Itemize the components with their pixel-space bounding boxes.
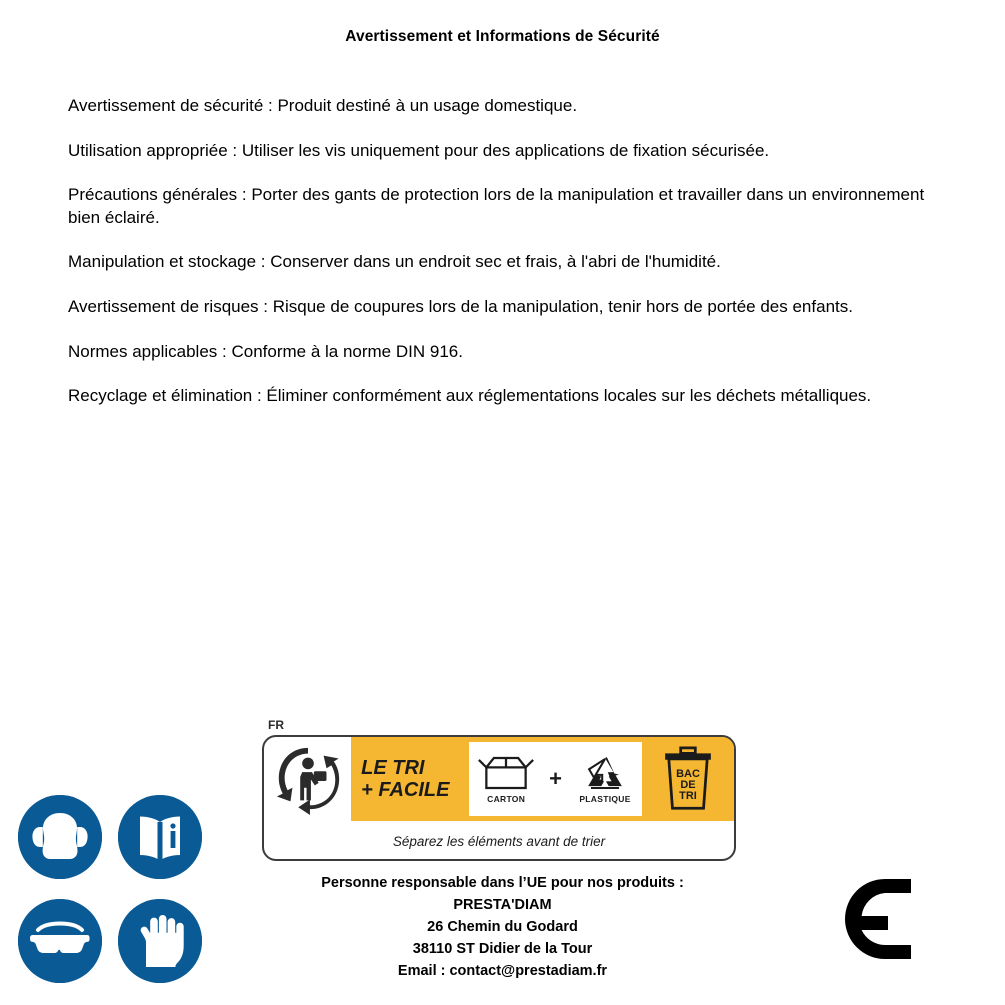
page-title: Avertissement et Informations de Sécurité: [345, 28, 660, 45]
safety-information-body: [68, 78, 936, 408]
recycling-banner: [262, 718, 732, 858]
plastique-item: [568, 754, 642, 804]
paragraph: Recyclage et élimination : Éliminer conformément aux réglementations locales sur les déchets métalliques.: [68, 386, 872, 406]
paragraph: Manipulation et stockage : Conserver dans un endroit sec et frais, à l'abri de l'humidité.: [68, 252, 721, 272]
sorting-bin-icon: [642, 737, 734, 821]
carton-label: CARTON: [487, 794, 526, 804]
read-instructions-icon: [118, 795, 202, 879]
plus-separator: +: [549, 766, 562, 791]
responsible-suffix: pour nos produits :: [546, 875, 684, 891]
company-city: 38110 ST Didier de la Tour: [412, 941, 593, 958]
ear-protection-icon: [18, 795, 102, 879]
ce-mark-icon: [793, 871, 943, 967]
paragraph: Avertissement de sécurité : Produit destiné à un usage domestique.: [68, 96, 578, 115]
company-street: 26 Chemin du Godard: [427, 919, 578, 936]
responsible-prefix: Personne responsable dans l’: [321, 875, 527, 891]
responsible-region: UE: [526, 875, 547, 891]
svg-text:BAC: BAC: [676, 768, 700, 781]
paragraph: Utilisation appropriée : Utiliser les vis uniquement pour des applications de fixation sécurisée.: [68, 140, 770, 160]
sorting-person-icon: [264, 737, 351, 821]
carton-item: [469, 754, 543, 804]
plastique-label: PLASTIQUE: [579, 794, 631, 804]
company-email: Email : contact@prestadiam.fr: [397, 963, 608, 980]
cardboard-box-icon: [477, 754, 535, 792]
recycle-triangle-icon: [576, 754, 634, 792]
banner-footnote: Séparez les éléments avant de trier: [392, 833, 606, 849]
banner-title-line1: LE TRI: [361, 756, 425, 779]
paragraph: Précautions générales : Porter des gants de protection lors de la manipulation et travailler dans un environnement bien éclairé.: [68, 185, 925, 227]
company-name: PRESTA'DIAM: [453, 897, 552, 914]
svg-text:TRI: TRI: [679, 790, 697, 803]
banner-language-tag: FR: [268, 718, 284, 732]
svg-text:DE: DE: [680, 779, 696, 792]
paragraph: Normes applicables : Conforme à la norme DIN 916.: [68, 341, 463, 361]
banner-title: [351, 737, 469, 821]
banner-title-line2: + FACILE: [361, 779, 450, 801]
paragraph: Avertissement de risques : Risque de coupures lors de la manipulation, tenir hors de portée des enfants.: [68, 297, 853, 317]
